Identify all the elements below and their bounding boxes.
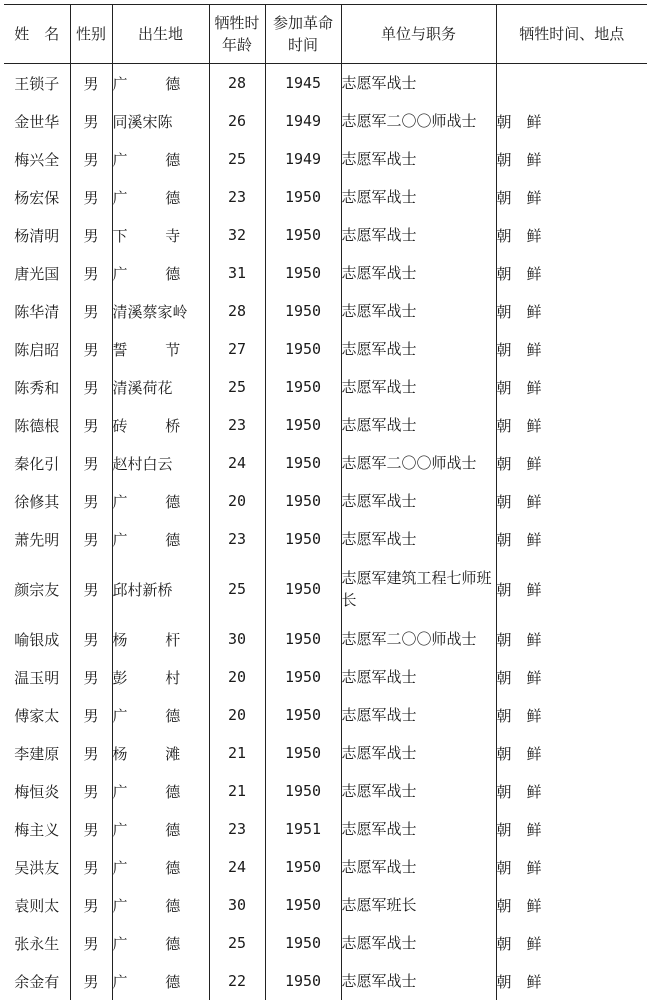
cell-sex: 男 bbox=[70, 658, 112, 696]
cell-join-year: 1950 bbox=[265, 444, 341, 482]
cell-age: 25 bbox=[209, 368, 265, 406]
cell-join-year: 1950 bbox=[265, 254, 341, 292]
table-row bbox=[4, 772, 647, 810]
cell-join-year: 1949 bbox=[265, 140, 341, 178]
cell-birthplace: 赵村白云 bbox=[112, 444, 209, 482]
cell-join-year: 1951 bbox=[265, 810, 341, 848]
cell-name: 陈秀和 bbox=[4, 368, 70, 406]
cell-sex: 男 bbox=[70, 886, 112, 924]
cell-age: 30 bbox=[209, 886, 265, 924]
cell-unit: 志愿军战士 bbox=[341, 64, 496, 103]
cell-birthplace: 广 德 bbox=[112, 482, 209, 520]
table-row bbox=[4, 330, 647, 368]
cell-unit: 志愿军战士 bbox=[341, 962, 496, 1000]
cell-unit: 志愿军二〇〇师战士 bbox=[341, 620, 496, 658]
cell-sex: 男 bbox=[70, 102, 112, 140]
cell-age: 20 bbox=[209, 482, 265, 520]
cell-birthplace: 下 寺 bbox=[112, 216, 209, 254]
cell-birthplace: 广 德 bbox=[112, 254, 209, 292]
cell-age: 23 bbox=[209, 520, 265, 558]
cell-sex: 男 bbox=[70, 482, 112, 520]
cell-death-place: 朝 鲜 bbox=[496, 886, 647, 924]
cell-sex: 男 bbox=[70, 848, 112, 886]
table-row bbox=[4, 368, 647, 406]
cell-join-year: 1950 bbox=[265, 696, 341, 734]
cell-name: 张永生 bbox=[4, 924, 70, 962]
cell-age: 25 bbox=[209, 140, 265, 178]
table-row bbox=[4, 924, 647, 962]
cell-birthplace: 清溪荷花 bbox=[112, 368, 209, 406]
cell-birthplace: 广 德 bbox=[112, 962, 209, 1000]
cell-unit: 志愿军战士 bbox=[341, 482, 496, 520]
cell-join-year: 1950 bbox=[265, 772, 341, 810]
cell-name: 余金有 bbox=[4, 962, 70, 1000]
cell-name: 温玉明 bbox=[4, 658, 70, 696]
cell-death-place: 朝 鲜 bbox=[496, 216, 647, 254]
cell-age: 23 bbox=[209, 178, 265, 216]
cell-name: 徐修其 bbox=[4, 482, 70, 520]
cell-age: 24 bbox=[209, 848, 265, 886]
header-age bbox=[209, 5, 265, 64]
cell-age: 28 bbox=[209, 64, 265, 103]
header-sex: 性别 bbox=[70, 5, 112, 64]
cell-join-year: 1950 bbox=[265, 848, 341, 886]
table-row bbox=[4, 444, 647, 482]
cell-unit: 志愿军战士 bbox=[341, 924, 496, 962]
cell-unit: 志愿军战士 bbox=[341, 734, 496, 772]
table-row bbox=[4, 406, 647, 444]
header-join-time bbox=[265, 5, 341, 64]
table-row bbox=[4, 696, 647, 734]
cell-death-place: 朝 鲜 bbox=[496, 696, 647, 734]
cell-join-year: 1950 bbox=[265, 520, 341, 558]
cell-age: 27 bbox=[209, 330, 265, 368]
cell-unit: 志愿军战士 bbox=[341, 658, 496, 696]
cell-death-place: 朝 鲜 bbox=[496, 444, 647, 482]
cell-death-place: 朝 鲜 bbox=[496, 810, 647, 848]
cell-death-place: 朝 鲜 bbox=[496, 924, 647, 962]
cell-sex: 男 bbox=[70, 178, 112, 216]
table-row bbox=[4, 658, 647, 696]
cell-sex: 男 bbox=[70, 520, 112, 558]
cell-death-place: 朝 鲜 bbox=[496, 772, 647, 810]
table-row bbox=[4, 64, 647, 103]
cell-sex: 男 bbox=[70, 292, 112, 330]
cell-age: 32 bbox=[209, 216, 265, 254]
cell-sex: 男 bbox=[70, 330, 112, 368]
header-join-line1: 参加革命 bbox=[266, 12, 341, 34]
cell-sex: 男 bbox=[70, 962, 112, 1000]
cell-birthplace: 砖 桥 bbox=[112, 406, 209, 444]
cell-unit: 志愿军战士 bbox=[341, 810, 496, 848]
cell-name: 喻银成 bbox=[4, 620, 70, 658]
cell-age: 21 bbox=[209, 734, 265, 772]
cell-join-year: 1950 bbox=[265, 482, 341, 520]
header-age-line1: 牺牲时 bbox=[210, 12, 265, 34]
header-age-line2: 年龄 bbox=[210, 34, 265, 56]
cell-name: 梅恒炎 bbox=[4, 772, 70, 810]
cell-age: 25 bbox=[209, 924, 265, 962]
cell-age: 24 bbox=[209, 444, 265, 482]
cell-birthplace: 广 德 bbox=[112, 520, 209, 558]
cell-name: 陈德根 bbox=[4, 406, 70, 444]
cell-unit: 志愿军战士 bbox=[341, 520, 496, 558]
cell-join-year: 1950 bbox=[265, 216, 341, 254]
cell-join-year: 1950 bbox=[265, 734, 341, 772]
cell-age: 21 bbox=[209, 772, 265, 810]
cell-age: 20 bbox=[209, 658, 265, 696]
cell-unit: 志愿军战士 bbox=[341, 696, 496, 734]
cell-death-place: 朝 鲜 bbox=[496, 102, 647, 140]
cell-sex: 男 bbox=[70, 140, 112, 178]
cell-death-place: 朝 鲜 bbox=[496, 482, 647, 520]
cell-age: 22 bbox=[209, 962, 265, 1000]
cell-name: 杨宏保 bbox=[4, 178, 70, 216]
cell-death-place: 朝 鲜 bbox=[496, 520, 647, 558]
table-row bbox=[4, 848, 647, 886]
cell-join-year: 1950 bbox=[265, 406, 341, 444]
cell-unit: 志愿军班长 bbox=[341, 886, 496, 924]
header-unit: 单位与职务 bbox=[341, 5, 496, 64]
header-birthplace: 出生地 bbox=[112, 5, 209, 64]
cell-death-place: 朝 鲜 bbox=[496, 620, 647, 658]
cell-birthplace: 广 德 bbox=[112, 64, 209, 103]
cell-death-place bbox=[496, 64, 647, 103]
cell-death-place: 朝 鲜 bbox=[496, 848, 647, 886]
cell-name: 金世华 bbox=[4, 102, 70, 140]
cell-unit-text: 志愿军建筑工程七师班长 bbox=[342, 567, 496, 611]
cell-name: 傅家太 bbox=[4, 696, 70, 734]
table-row bbox=[4, 216, 647, 254]
cell-birthplace: 广 德 bbox=[112, 140, 209, 178]
cell-death-place: 朝 鲜 bbox=[496, 292, 647, 330]
cell-unit: 志愿军战士 bbox=[341, 254, 496, 292]
cell-sex: 男 bbox=[70, 772, 112, 810]
cell-name: 秦化引 bbox=[4, 444, 70, 482]
cell-sex: 男 bbox=[70, 444, 112, 482]
cell-name: 梅主义 bbox=[4, 810, 70, 848]
cell-age: 30 bbox=[209, 620, 265, 658]
cell-birthplace: 广 德 bbox=[112, 886, 209, 924]
table-row bbox=[4, 886, 647, 924]
cell-name: 王锁子 bbox=[4, 64, 70, 103]
cell-name: 萧先明 bbox=[4, 520, 70, 558]
cell-age: 31 bbox=[209, 254, 265, 292]
cell-age: 26 bbox=[209, 102, 265, 140]
cell-death-place: 朝 鲜 bbox=[496, 254, 647, 292]
cell-name: 陈华清 bbox=[4, 292, 70, 330]
table-row bbox=[4, 292, 647, 330]
cell-unit: 志愿军二〇〇师战士 bbox=[341, 102, 496, 140]
cell-death-place: 朝 鲜 bbox=[496, 368, 647, 406]
cell-death-place: 朝 鲜 bbox=[496, 406, 647, 444]
cell-sex: 男 bbox=[70, 734, 112, 772]
cell-birthplace: 广 德 bbox=[112, 772, 209, 810]
cell-unit: 志愿军战士 bbox=[341, 368, 496, 406]
cell-sex: 男 bbox=[70, 254, 112, 292]
cell-join-year: 1950 bbox=[265, 620, 341, 658]
cell-birthplace: 广 德 bbox=[112, 178, 209, 216]
cell-name: 袁则太 bbox=[4, 886, 70, 924]
cell-age: 28 bbox=[209, 292, 265, 330]
cell-unit bbox=[341, 558, 496, 620]
header-death: 牺牲时间、地点 bbox=[496, 5, 647, 64]
cell-join-year: 1950 bbox=[265, 886, 341, 924]
cell-age: 23 bbox=[209, 406, 265, 444]
cell-unit: 志愿军战士 bbox=[341, 406, 496, 444]
header-row bbox=[4, 5, 647, 64]
cell-join-year: 1950 bbox=[265, 924, 341, 962]
cell-birthplace: 彭 村 bbox=[112, 658, 209, 696]
cell-death-place: 朝 鲜 bbox=[496, 962, 647, 1000]
table-row bbox=[4, 810, 647, 848]
table-row bbox=[4, 558, 647, 620]
cell-death-place: 朝 鲜 bbox=[496, 140, 647, 178]
cell-birthplace: 清溪蔡家岭 bbox=[112, 292, 209, 330]
cell-name: 吴洪友 bbox=[4, 848, 70, 886]
table-row bbox=[4, 178, 647, 216]
cell-sex: 男 bbox=[70, 810, 112, 848]
table-row bbox=[4, 734, 647, 772]
cell-unit: 志愿军战士 bbox=[341, 292, 496, 330]
cell-join-year: 1950 bbox=[265, 658, 341, 696]
cell-name: 梅兴全 bbox=[4, 140, 70, 178]
cell-sex: 男 bbox=[70, 924, 112, 962]
cell-name: 颜宗友 bbox=[4, 558, 70, 620]
cell-join-year: 1949 bbox=[265, 102, 341, 140]
cell-name: 陈启昭 bbox=[4, 330, 70, 368]
cell-name: 杨清明 bbox=[4, 216, 70, 254]
table-row bbox=[4, 962, 647, 1000]
table-body bbox=[4, 64, 647, 1000]
header-name: 姓 名 bbox=[4, 5, 70, 64]
cell-unit: 志愿军战士 bbox=[341, 178, 496, 216]
cell-sex: 男 bbox=[70, 216, 112, 254]
cell-sex: 男 bbox=[70, 64, 112, 103]
martyr-roster-table bbox=[4, 4, 647, 1000]
cell-unit: 志愿军战士 bbox=[341, 140, 496, 178]
cell-birthplace: 广 德 bbox=[112, 810, 209, 848]
table-row bbox=[4, 520, 647, 558]
cell-death-place: 朝 鲜 bbox=[496, 658, 647, 696]
cell-join-year: 1950 bbox=[265, 178, 341, 216]
cell-birthplace: 杨 杆 bbox=[112, 620, 209, 658]
cell-death-place: 朝 鲜 bbox=[496, 330, 647, 368]
cell-age: 23 bbox=[209, 810, 265, 848]
cell-birthplace: 广 德 bbox=[112, 924, 209, 962]
cell-birthplace: 邱村新桥 bbox=[112, 558, 209, 620]
cell-join-year: 1950 bbox=[265, 292, 341, 330]
cell-sex: 男 bbox=[70, 558, 112, 620]
cell-unit: 志愿军战士 bbox=[341, 330, 496, 368]
cell-unit: 志愿军二〇〇师战士 bbox=[341, 444, 496, 482]
cell-unit: 志愿军战士 bbox=[341, 772, 496, 810]
table-row bbox=[4, 482, 647, 520]
cell-age: 25 bbox=[209, 558, 265, 620]
cell-sex: 男 bbox=[70, 696, 112, 734]
cell-name: 李建原 bbox=[4, 734, 70, 772]
header-join-line2: 时间 bbox=[266, 34, 341, 56]
cell-join-year: 1950 bbox=[265, 330, 341, 368]
cell-birthplace: 杨 滩 bbox=[112, 734, 209, 772]
cell-birthplace: 广 德 bbox=[112, 696, 209, 734]
cell-sex: 男 bbox=[70, 620, 112, 658]
cell-name: 唐光国 bbox=[4, 254, 70, 292]
cell-join-year: 1950 bbox=[265, 558, 341, 620]
cell-birthplace: 广 德 bbox=[112, 848, 209, 886]
cell-join-year: 1950 bbox=[265, 962, 341, 1000]
cell-birthplace: 誓 节 bbox=[112, 330, 209, 368]
cell-unit: 志愿军战士 bbox=[341, 216, 496, 254]
cell-join-year: 1950 bbox=[265, 368, 341, 406]
table-row bbox=[4, 254, 647, 292]
cell-sex: 男 bbox=[70, 368, 112, 406]
table-header bbox=[4, 5, 647, 64]
cell-birthplace: 同溪宋陈 bbox=[112, 102, 209, 140]
table-row bbox=[4, 140, 647, 178]
table-row bbox=[4, 620, 647, 658]
cell-death-place: 朝 鲜 bbox=[496, 178, 647, 216]
cell-age: 20 bbox=[209, 696, 265, 734]
cell-sex: 男 bbox=[70, 406, 112, 444]
cell-death-place: 朝 鲜 bbox=[496, 558, 647, 620]
cell-join-year: 1945 bbox=[265, 64, 341, 103]
cell-death-place: 朝 鲜 bbox=[496, 734, 647, 772]
cell-unit: 志愿军战士 bbox=[341, 848, 496, 886]
table-row bbox=[4, 102, 647, 140]
